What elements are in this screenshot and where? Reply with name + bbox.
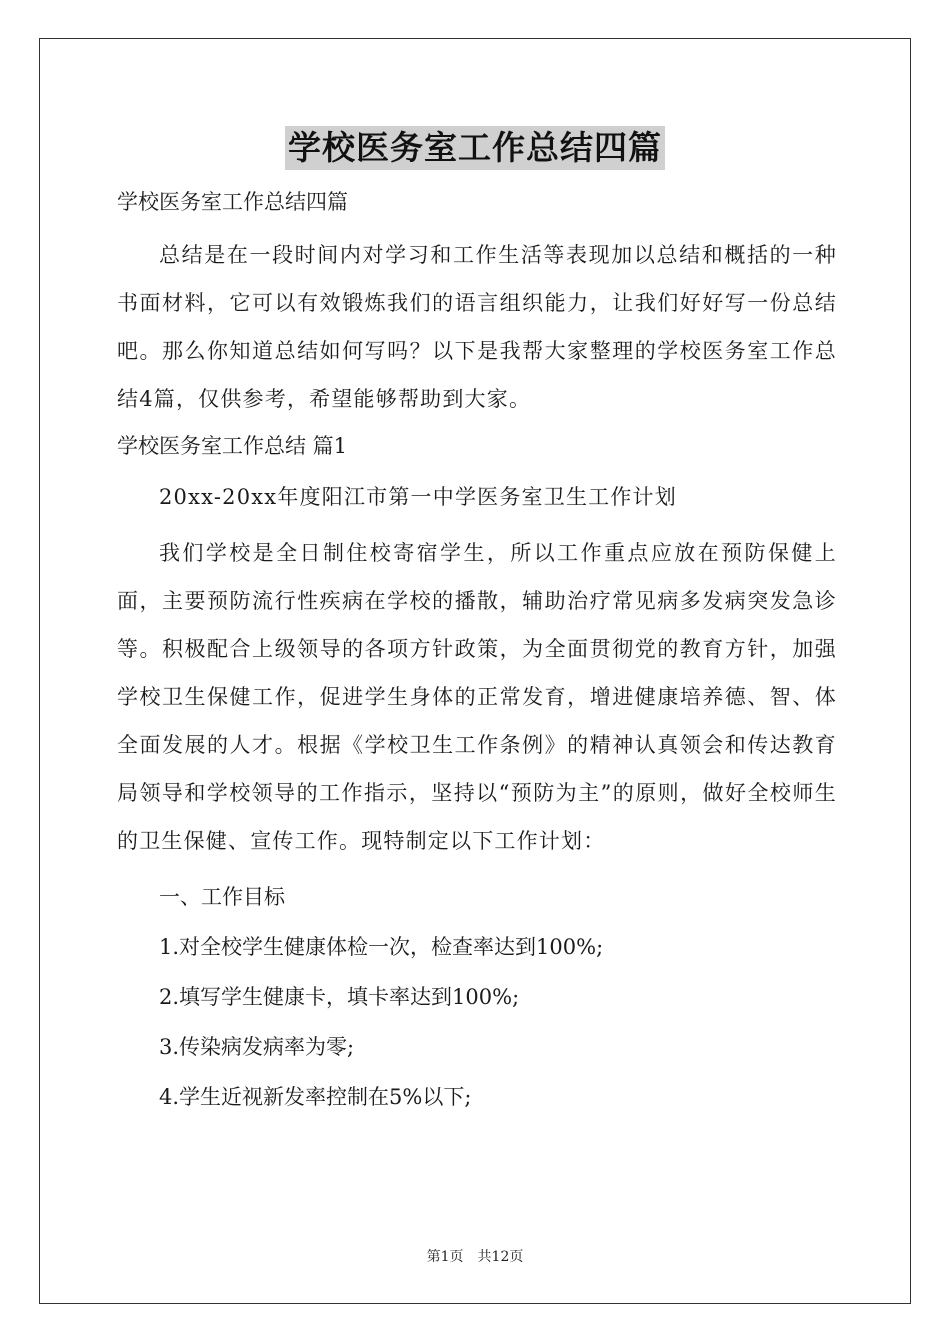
- page-number: 第1页: [426, 1249, 464, 1265]
- intro-paragraph: 总结是在一段时间内对学习和工作生活等表现加以总结和概括的一种书面材料，它可以有效锻炼我们的语言组织能力，让我们好好写一份总结吧。那么你知道总结如何写吗？以下是我帮大家整理的学校医务室工作总结4篇，仅供参考，希望能够帮助到大家。: [117, 243, 837, 411]
- section-heading: 学校医务室工作总结 篇1: [117, 434, 348, 458]
- page-footer: [0, 1246, 950, 1266]
- title-container: [0, 126, 950, 170]
- goal-item: 2.填写学生健康卡，填卡率达到100%;: [159, 985, 520, 1009]
- goal-item: 4.学生近视新发率控制在5%以下;: [159, 1085, 472, 1109]
- page-total: 共12页: [477, 1249, 524, 1265]
- document-title: 学校医务室工作总结四篇: [285, 126, 665, 170]
- goals-heading: 一、工作目标: [159, 885, 285, 909]
- document-body: [117, 179, 837, 1121]
- plan-title: 20xx-20xx年度阳江市第一中学医务室卫生工作计划: [159, 485, 677, 509]
- document-subtitle: 学校医务室工作总结四篇: [117, 190, 348, 214]
- goal-item: 3.传染病发病率为零;: [159, 1035, 355, 1059]
- goal-item: 1.对全校学生健康体检一次，检查率达到100%;: [159, 935, 604, 959]
- plan-body-paragraph: 我们学校是全日制住校寄宿学生，所以工作重点应放在预防保健上面，主要预防流行性疾病在学校的播散，辅助治疗常见病多发病突发急诊等。积极配合上级领导的各项方针政策，为全面贯彻党的教育方针，加强学校卫生保健工作，促进学生身体的正常发育，增进健康培养德、智、体全面发展的人才。根据《学校卫生工作条例》的精神认真领会和传达教育局领导和学校领导的工作指示，坚持以“预防为主”的原则，做好全校师生的卫生保健、宣传工作。现特制定以下工作计划：: [117, 541, 837, 853]
